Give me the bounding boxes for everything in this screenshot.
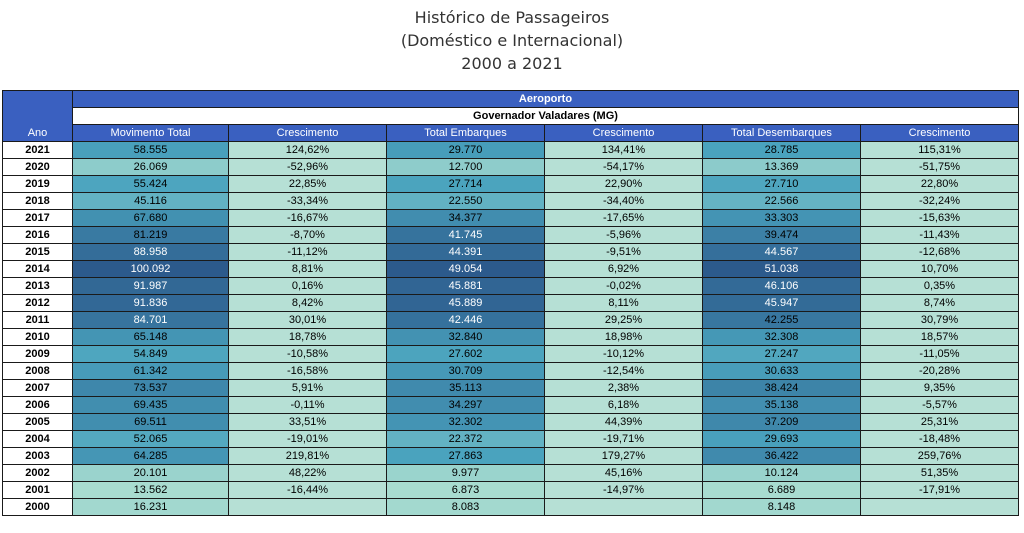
cell-total-embarques: 42.446 — [387, 312, 545, 329]
cell-ano: 2017 — [3, 210, 73, 227]
cell-movimento-total: 100.092 — [73, 261, 229, 278]
table-row — [3, 380, 1019, 397]
header-crescimento-desembarques: Crescimento — [861, 125, 1019, 142]
title-line-2: (Doméstico e Internacional) — [400, 31, 624, 50]
page-title — [0, 6, 1024, 75]
cell-movimento-total: 84.701 — [73, 312, 229, 329]
cell-crescimento-total — [229, 499, 387, 516]
header-crescimento-embarques: Crescimento — [545, 125, 703, 142]
table-row — [3, 159, 1019, 176]
cell-total-embarques: 8.083 — [387, 499, 545, 516]
cell-crescimento-total: -16,44% — [229, 482, 387, 499]
cell-crescimento-embarques: -9,51% — [545, 244, 703, 261]
cell-crescimento-total: 18,78% — [229, 329, 387, 346]
cell-ano: 2008 — [3, 363, 73, 380]
cell-ano: 2020 — [3, 159, 73, 176]
cell-total-desembarques: 22.566 — [703, 193, 861, 210]
cell-movimento-total: 26.069 — [73, 159, 229, 176]
cell-movimento-total: 67.680 — [73, 210, 229, 227]
cell-ano: 2009 — [3, 346, 73, 363]
cell-crescimento-total: -52,96% — [229, 159, 387, 176]
table-row — [3, 261, 1019, 278]
header-aeroporto: Aeroporto — [73, 91, 1019, 108]
cell-crescimento-total: -8,70% — [229, 227, 387, 244]
title-line-1: Histórico de Passageiros — [414, 8, 610, 27]
cell-ano: 2012 — [3, 295, 73, 312]
cell-movimento-total: 61.342 — [73, 363, 229, 380]
cell-movimento-total: 45.116 — [73, 193, 229, 210]
cell-total-embarques: 32.302 — [387, 414, 545, 431]
cell-total-embarques: 49.054 — [387, 261, 545, 278]
cell-total-embarques: 34.297 — [387, 397, 545, 414]
cell-total-desembarques: 46.106 — [703, 278, 861, 295]
cell-movimento-total: 55.424 — [73, 176, 229, 193]
cell-ano: 2007 — [3, 380, 73, 397]
cell-crescimento-total: 124,62% — [229, 142, 387, 159]
cell-movimento-total: 88.958 — [73, 244, 229, 261]
table-row — [3, 244, 1019, 261]
cell-movimento-total: 13.562 — [73, 482, 229, 499]
table-row — [3, 329, 1019, 346]
cell-movimento-total: 54.849 — [73, 346, 229, 363]
cell-crescimento-total: 8,42% — [229, 295, 387, 312]
cell-total-embarques: 22.550 — [387, 193, 545, 210]
title-line-3: 2000 a 2021 — [461, 54, 563, 73]
cell-movimento-total: 65.148 — [73, 329, 229, 346]
cell-total-desembarques: 51.038 — [703, 261, 861, 278]
table-row — [3, 278, 1019, 295]
cell-total-embarques: 41.745 — [387, 227, 545, 244]
cell-total-embarques: 35.113 — [387, 380, 545, 397]
cell-crescimento-desembarques: -15,63% — [861, 210, 1019, 227]
cell-total-desembarques: 39.474 — [703, 227, 861, 244]
cell-crescimento-total: -0,11% — [229, 397, 387, 414]
cell-ano: 2004 — [3, 431, 73, 448]
cell-ano: 2001 — [3, 482, 73, 499]
cell-crescimento-desembarques: 25,31% — [861, 414, 1019, 431]
cell-crescimento-total: -16,58% — [229, 363, 387, 380]
cell-total-desembarques: 13.369 — [703, 159, 861, 176]
cell-crescimento-desembarques: 10,70% — [861, 261, 1019, 278]
cell-crescimento-total: 33,51% — [229, 414, 387, 431]
cell-crescimento-total: 22,85% — [229, 176, 387, 193]
cell-total-embarques: 27.863 — [387, 448, 545, 465]
cell-crescimento-desembarques: 18,57% — [861, 329, 1019, 346]
table-row — [3, 142, 1019, 159]
cell-total-embarques: 34.377 — [387, 210, 545, 227]
cell-movimento-total: 20.101 — [73, 465, 229, 482]
cell-crescimento-embarques: 134,41% — [545, 142, 703, 159]
cell-total-embarques: 27.714 — [387, 176, 545, 193]
cell-crescimento-embarques: -19,71% — [545, 431, 703, 448]
cell-total-embarques: 9.977 — [387, 465, 545, 482]
cell-total-desembarques: 27.710 — [703, 176, 861, 193]
cell-crescimento-desembarques: 115,31% — [861, 142, 1019, 159]
cell-crescimento-desembarques: -20,28% — [861, 363, 1019, 380]
table-row — [3, 210, 1019, 227]
cell-crescimento-desembarques — [861, 499, 1019, 516]
cell-movimento-total: 91.836 — [73, 295, 229, 312]
cell-total-desembarques: 33.303 — [703, 210, 861, 227]
cell-movimento-total: 81.219 — [73, 227, 229, 244]
cell-ano: 2016 — [3, 227, 73, 244]
header-airport-name: Governador Valadares (MG) — [73, 108, 1019, 125]
cell-total-embarques: 22.372 — [387, 431, 545, 448]
cell-total-desembarques: 6.689 — [703, 482, 861, 499]
header-movimento-total: Movimento Total — [73, 125, 229, 142]
cell-crescimento-embarques: 45,16% — [545, 465, 703, 482]
passenger-history-table — [2, 90, 1019, 516]
cell-movimento-total: 91.987 — [73, 278, 229, 295]
header-total-desembarques: Total Desembarques — [703, 125, 861, 142]
cell-total-desembarques: 32.308 — [703, 329, 861, 346]
cell-crescimento-desembarques: -11,05% — [861, 346, 1019, 363]
cell-crescimento-embarques — [545, 499, 703, 516]
cell-total-embarques: 27.602 — [387, 346, 545, 363]
cell-crescimento-embarques: 29,25% — [545, 312, 703, 329]
table-row — [3, 312, 1019, 329]
cell-total-embarques: 6.873 — [387, 482, 545, 499]
cell-crescimento-total: 5,91% — [229, 380, 387, 397]
cell-movimento-total: 69.511 — [73, 414, 229, 431]
cell-total-desembarques: 30.633 — [703, 363, 861, 380]
cell-crescimento-desembarques: -5,57% — [861, 397, 1019, 414]
cell-total-embarques: 29.770 — [387, 142, 545, 159]
table-body — [3, 142, 1019, 516]
table-row — [3, 414, 1019, 431]
cell-crescimento-embarques: 44,39% — [545, 414, 703, 431]
cell-total-desembarques: 35.138 — [703, 397, 861, 414]
cell-ano: 2002 — [3, 465, 73, 482]
cell-crescimento-desembarques: -18,48% — [861, 431, 1019, 448]
cell-total-desembarques: 28.785 — [703, 142, 861, 159]
cell-total-desembarques: 36.422 — [703, 448, 861, 465]
cell-ano: 2015 — [3, 244, 73, 261]
cell-crescimento-total: -11,12% — [229, 244, 387, 261]
cell-total-embarques: 32.840 — [387, 329, 545, 346]
table-row — [3, 193, 1019, 210]
cell-crescimento-embarques: 22,90% — [545, 176, 703, 193]
cell-total-embarques: 44.391 — [387, 244, 545, 261]
cell-total-embarques: 45.889 — [387, 295, 545, 312]
cell-ano: 2003 — [3, 448, 73, 465]
cell-ano: 2005 — [3, 414, 73, 431]
cell-crescimento-desembarques: -17,91% — [861, 482, 1019, 499]
cell-total-embarques: 12.700 — [387, 159, 545, 176]
table-row — [3, 363, 1019, 380]
cell-total-desembarques: 44.567 — [703, 244, 861, 261]
cell-crescimento-total: -33,34% — [229, 193, 387, 210]
cell-movimento-total: 64.285 — [73, 448, 229, 465]
cell-crescimento-embarques: 179,27% — [545, 448, 703, 465]
cell-crescimento-total: -16,67% — [229, 210, 387, 227]
cell-total-embarques: 30.709 — [387, 363, 545, 380]
cell-crescimento-embarques: -12,54% — [545, 363, 703, 380]
cell-crescimento-embarques: -0,02% — [545, 278, 703, 295]
cell-crescimento-embarques: -54,17% — [545, 159, 703, 176]
cell-crescimento-embarques: 8,11% — [545, 295, 703, 312]
cell-crescimento-desembarques: -51,75% — [861, 159, 1019, 176]
table-row — [3, 346, 1019, 363]
header-ano: Ano — [3, 91, 73, 142]
cell-total-desembarques: 42.255 — [703, 312, 861, 329]
cell-movimento-total: 73.537 — [73, 380, 229, 397]
table-row — [3, 397, 1019, 414]
cell-crescimento-total: -10,58% — [229, 346, 387, 363]
cell-crescimento-embarques: -34,40% — [545, 193, 703, 210]
cell-ano: 2010 — [3, 329, 73, 346]
cell-crescimento-desembarques: -32,24% — [861, 193, 1019, 210]
cell-total-desembarques: 10.124 — [703, 465, 861, 482]
table-row — [3, 176, 1019, 193]
table-row — [3, 499, 1019, 516]
cell-crescimento-desembarques: 0,35% — [861, 278, 1019, 295]
table-row — [3, 295, 1019, 312]
cell-movimento-total: 52.065 — [73, 431, 229, 448]
table-row — [3, 465, 1019, 482]
cell-total-embarques: 45.881 — [387, 278, 545, 295]
header-total-embarques: Total Embarques — [387, 125, 545, 142]
cell-total-desembarques: 45.947 — [703, 295, 861, 312]
table-row — [3, 482, 1019, 499]
cell-crescimento-embarques: -17,65% — [545, 210, 703, 227]
table-row — [3, 431, 1019, 448]
cell-crescimento-desembarques: -12,68% — [861, 244, 1019, 261]
cell-movimento-total: 16.231 — [73, 499, 229, 516]
cell-crescimento-embarques: 6,92% — [545, 261, 703, 278]
cell-total-desembarques: 29.693 — [703, 431, 861, 448]
cell-total-desembarques: 38.424 — [703, 380, 861, 397]
cell-crescimento-total: 48,22% — [229, 465, 387, 482]
table-row — [3, 448, 1019, 465]
cell-movimento-total: 69.435 — [73, 397, 229, 414]
cell-ano: 2014 — [3, 261, 73, 278]
cell-ano: 2000 — [3, 499, 73, 516]
cell-crescimento-total: -19,01% — [229, 431, 387, 448]
cell-crescimento-total: 219,81% — [229, 448, 387, 465]
cell-crescimento-embarques: 2,38% — [545, 380, 703, 397]
cell-crescimento-embarques: -5,96% — [545, 227, 703, 244]
cell-ano: 2006 — [3, 397, 73, 414]
cell-crescimento-embarques: -14,97% — [545, 482, 703, 499]
cell-crescimento-embarques: -10,12% — [545, 346, 703, 363]
cell-movimento-total: 58.555 — [73, 142, 229, 159]
cell-crescimento-desembarques: 30,79% — [861, 312, 1019, 329]
cell-total-desembarques: 27.247 — [703, 346, 861, 363]
cell-ano: 2013 — [3, 278, 73, 295]
cell-crescimento-desembarques: 8,74% — [861, 295, 1019, 312]
cell-ano: 2021 — [3, 142, 73, 159]
cell-crescimento-desembarques: -11,43% — [861, 227, 1019, 244]
cell-crescimento-total: 30,01% — [229, 312, 387, 329]
cell-ano: 2018 — [3, 193, 73, 210]
cell-crescimento-desembarques: 51,35% — [861, 465, 1019, 482]
cell-ano: 2011 — [3, 312, 73, 329]
cell-crescimento-embarques: 18,98% — [545, 329, 703, 346]
cell-crescimento-total: 8,81% — [229, 261, 387, 278]
cell-crescimento-desembarques: 22,80% — [861, 176, 1019, 193]
cell-crescimento-desembarques: 259,76% — [861, 448, 1019, 465]
cell-total-desembarques: 37.209 — [703, 414, 861, 431]
cell-crescimento-embarques: 6,18% — [545, 397, 703, 414]
cell-crescimento-desembarques: 9,35% — [861, 380, 1019, 397]
header-crescimento-total: Crescimento — [229, 125, 387, 142]
table-row — [3, 227, 1019, 244]
cell-crescimento-total: 0,16% — [229, 278, 387, 295]
cell-ano: 2019 — [3, 176, 73, 193]
cell-total-desembarques: 8.148 — [703, 499, 861, 516]
